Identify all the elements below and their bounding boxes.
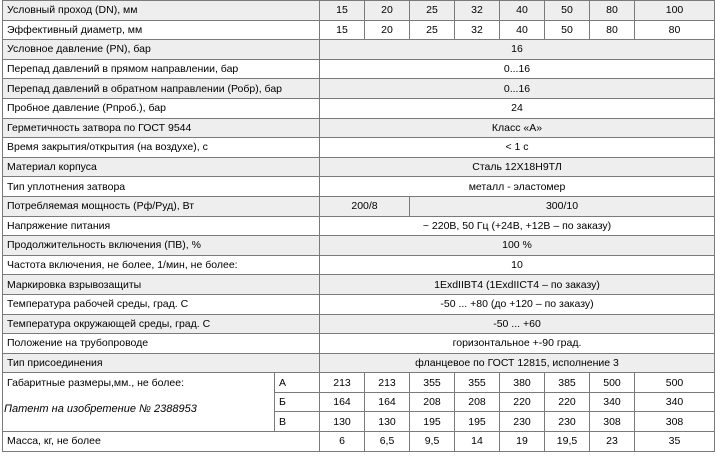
dims-a-value: 385 (545, 373, 590, 393)
row-t-work (3, 294, 715, 314)
dims-letter-v: В (275, 412, 320, 432)
eff-value: 32 (455, 20, 500, 40)
row-label: Частота включения, не более, 1/мин, не более: (3, 255, 320, 275)
row-seal (3, 177, 715, 197)
dims-v-value: 230 (545, 412, 590, 432)
row-value: 16 (320, 40, 715, 60)
row-value: фланцевое по ГОСТ 12815, исполнение 3 (320, 353, 715, 373)
dims-v-value: 130 (365, 412, 410, 432)
dims-b-value: 164 (365, 392, 410, 412)
dims-letter-b: Б (275, 392, 320, 412)
dims-v-value: 230 (500, 412, 545, 432)
row-label: Эффективный диаметр, мм (3, 20, 320, 40)
mass-value: 19 (500, 432, 545, 452)
row-value: ~ 220В, 50 Гц (+24В, +12В – по заказу) (320, 216, 715, 236)
row-dp-fwd (3, 59, 715, 79)
row-dp-rev (3, 79, 715, 99)
row-t-ambient (3, 314, 715, 334)
dims-v-value: 308 (590, 412, 635, 432)
dims-b-value: 208 (455, 392, 500, 412)
row-value: 0...16 (320, 79, 715, 99)
row-value: Сталь 12Х18Н9ТЛ (320, 157, 715, 177)
mass-value: 14 (455, 432, 500, 452)
row-duty (3, 236, 715, 256)
row-value: 10 (320, 255, 715, 275)
row-ex-marking (3, 275, 715, 295)
spec-table (2, 0, 715, 452)
row-tightness (3, 118, 715, 138)
dims-b-value: 340 (635, 392, 715, 412)
row-position (3, 334, 715, 354)
row-label: Условное давление (PN), бар (3, 40, 320, 60)
mass-value: 9,5 (410, 432, 455, 452)
row-value: 1ExdIIBT4 (1ExdIICT4 – по заказу) (320, 275, 715, 295)
dims-letter-a: А (275, 373, 320, 393)
row-label: Продолжительность включения (ПВ), % (3, 236, 320, 256)
eff-value: 40 (500, 20, 545, 40)
dims-a-value: 355 (455, 373, 500, 393)
row-label: Перепад давлений в прямом направлении, бар (3, 59, 320, 79)
row-label: Время закрытия/открытия (на воздухе), с (3, 138, 320, 158)
dn-value: 40 (500, 1, 545, 21)
dims-a-value: 213 (365, 373, 410, 393)
row-close-time (3, 138, 715, 158)
dn-value: 32 (455, 1, 500, 21)
dims-b-value: 220 (545, 392, 590, 412)
row-label: Пробное давление (Рпроб.), бар (3, 98, 320, 118)
dims-a-value: 355 (410, 373, 455, 393)
dims-v-value: 130 (320, 412, 365, 432)
row-label: Тип присоединения (3, 353, 320, 373)
mass-value: 6 (320, 432, 365, 452)
row-value: 100 % (320, 236, 715, 256)
row-power (3, 196, 715, 216)
mass-value: 35 (635, 432, 715, 452)
dn-value: 80 (590, 1, 635, 21)
eff-value: 50 (545, 20, 590, 40)
row-test-pressure (3, 98, 715, 118)
row-label: Температура рабочей среды, град. С (3, 294, 320, 314)
dims-a-value: 213 (320, 373, 365, 393)
row-value: 0...16 (320, 59, 715, 79)
row-dims-a (3, 373, 715, 393)
power-value-small: 200/8 (320, 196, 410, 216)
row-label: Положение на трубопроводе (3, 334, 320, 354)
row-label: Перепад давлений в обратном направлении (Робр), бар (3, 79, 320, 99)
dn-value: 50 (545, 1, 590, 21)
eff-value: 25 (410, 20, 455, 40)
mass-value: 6,5 (365, 432, 410, 452)
row-connection (3, 353, 715, 373)
row-label: Маркировка взрывозащиты (3, 275, 320, 295)
row-pn (3, 40, 715, 60)
dn-value: 25 (410, 1, 455, 21)
row-label: Тип уплотнения затвора (3, 177, 320, 197)
patent-note: Патент на изобретение № 2388953 (4, 403, 197, 415)
power-value-large: 300/10 (410, 196, 715, 216)
row-label: Масса, кг, не более (3, 432, 320, 452)
dims-b-value: 340 (590, 392, 635, 412)
row-value: металл - эластомер (320, 177, 715, 197)
row-value: горизонтальное +-90 град. (320, 334, 715, 354)
dims-a-value: 500 (635, 373, 715, 393)
eff-value: 80 (635, 20, 715, 40)
eff-value: 80 (590, 20, 635, 40)
row-eff (3, 20, 715, 40)
row-label: Температура окружающей среды, град. С (3, 314, 320, 334)
row-value: < 1 с (320, 138, 715, 158)
row-label: Потребляемая мощность (Рф/Руд), Вт (3, 196, 320, 216)
row-label: Материал корпуса (3, 157, 320, 177)
dn-value: 15 (320, 1, 365, 21)
row-value: -50 ... +60 (320, 314, 715, 334)
eff-value: 20 (365, 20, 410, 40)
row-mass (3, 432, 715, 452)
dims-b-value: 164 (320, 392, 365, 412)
eff-value: 15 (320, 20, 365, 40)
dn-value: 20 (365, 1, 410, 21)
dims-a-value: 380 (500, 373, 545, 393)
dims-v-value: 195 (455, 412, 500, 432)
dims-b-value: 220 (500, 392, 545, 412)
mass-value: 23 (590, 432, 635, 452)
row-label: Герметичность затвора по ГОСТ 9544 (3, 118, 320, 138)
row-value: Класс «А» (320, 118, 715, 138)
mass-value: 19,5 (545, 432, 590, 452)
row-voltage (3, 216, 715, 236)
row-value: 24 (320, 98, 715, 118)
dn-value: 100 (635, 1, 715, 21)
row-label: Напряжение питания (3, 216, 320, 236)
dims-label: Габаритные размеры,мм., не более: (3, 373, 275, 393)
dims-v-value: 195 (410, 412, 455, 432)
row-material (3, 157, 715, 177)
row-dn (3, 1, 715, 21)
row-label: Условный проход (DN), мм (3, 1, 320, 21)
dims-a-value: 500 (590, 373, 635, 393)
dims-v-value: 308 (635, 412, 715, 432)
dims-b-value: 208 (410, 392, 455, 412)
row-value: -50 ... +80 (до +120 – по заказу) (320, 294, 715, 314)
row-frequency (3, 255, 715, 275)
